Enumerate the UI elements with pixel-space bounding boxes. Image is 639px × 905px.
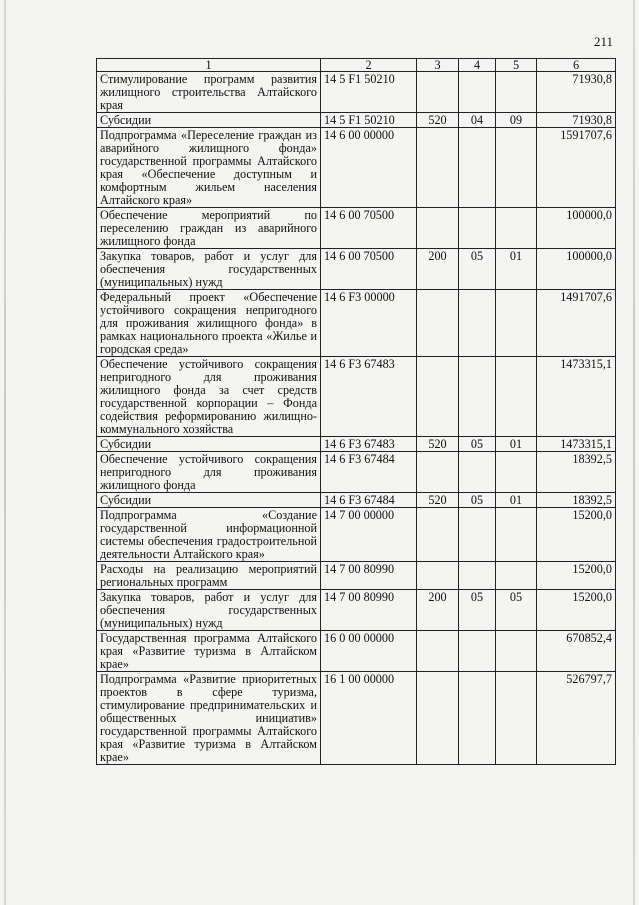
row-sum-cell: 15200,0 — [537, 562, 616, 590]
scan-edge-left — [4, 0, 6, 905]
row-rz-cell — [459, 672, 496, 765]
row-name-cell: Подпрограмма «Развитие приоритетных проектов в сфере туризма, стимулирование предпринимательских и общественных инициатив» государственной программы Алтайского края «Развитие туризма в Алтайском крае» — [97, 672, 321, 765]
row-pr-cell: 01 — [496, 437, 537, 452]
row-pr-cell — [496, 631, 537, 672]
row-pr-cell: 05 — [496, 590, 537, 631]
row-name-cell: Подпрограмма «Создание государственной информационной системы обеспечения градостроительной деятельности Алтайского края» — [97, 508, 321, 562]
row-rz-cell — [459, 208, 496, 249]
table-row — [97, 208, 616, 249]
row-rz-cell — [459, 357, 496, 437]
table-row — [97, 290, 616, 357]
row-vr-cell: 520 — [417, 493, 459, 508]
column-header: 4 — [459, 59, 496, 72]
row-rz-cell: 05 — [459, 590, 496, 631]
row-code-cell: 14 6 00 70500 — [321, 208, 417, 249]
row-code-cell: 14 6 F3 00000 — [321, 290, 417, 357]
table-row — [97, 672, 616, 765]
row-code-cell: 14 7 00 80990 — [321, 590, 417, 631]
row-pr-cell — [496, 508, 537, 562]
row-vr-cell: 200 — [417, 590, 459, 631]
row-rz-cell — [459, 508, 496, 562]
row-sum-cell: 670852,4 — [537, 631, 616, 672]
row-sum-cell: 18392,5 — [537, 493, 616, 508]
row-vr-cell — [417, 290, 459, 357]
row-sum-cell: 15200,0 — [537, 590, 616, 631]
row-pr-cell: 01 — [496, 493, 537, 508]
row-name-cell: Субсидии — [97, 437, 321, 452]
table-row — [97, 493, 616, 508]
row-vr-cell: 520 — [417, 113, 459, 128]
row-code-cell: 14 5 F1 50210 — [321, 72, 417, 113]
row-name-cell: Субсидии — [97, 493, 321, 508]
row-rz-cell — [459, 631, 496, 672]
row-name-cell: Закупка товаров, работ и услуг для обеспечения государственных (муниципальных) нужд — [97, 249, 321, 290]
row-pr-cell: 01 — [496, 249, 537, 290]
row-pr-cell — [496, 290, 537, 357]
row-code-cell: 14 7 00 80990 — [321, 562, 417, 590]
column-header: 2 — [321, 59, 417, 72]
row-rz-cell: 05 — [459, 437, 496, 452]
budget-table — [96, 58, 616, 765]
row-sum-cell: 1473315,1 — [537, 437, 616, 452]
table-row — [97, 357, 616, 437]
row-vr-cell — [417, 357, 459, 437]
row-sum-cell: 71930,8 — [537, 113, 616, 128]
row-code-cell: 14 6 F3 67484 — [321, 452, 417, 493]
row-vr-cell: 520 — [417, 437, 459, 452]
row-pr-cell: 09 — [496, 113, 537, 128]
row-name-cell: Закупка товаров, работ и услуг для обеспечения государственных (муниципальных) нужд — [97, 590, 321, 631]
row-sum-cell: 100000,0 — [537, 208, 616, 249]
table-row — [97, 437, 616, 452]
table-row — [97, 72, 616, 113]
table-row — [97, 562, 616, 590]
row-vr-cell — [417, 562, 459, 590]
row-rz-cell — [459, 128, 496, 208]
row-pr-cell — [496, 357, 537, 437]
column-header: 6 — [537, 59, 616, 72]
row-pr-cell — [496, 562, 537, 590]
table-row — [97, 508, 616, 562]
scan-edge-right — [633, 0, 635, 905]
row-pr-cell — [496, 72, 537, 113]
row-name-cell: Государственная программа Алтайского края «Развитие туризма в Алтайском крае» — [97, 631, 321, 672]
row-vr-cell — [417, 128, 459, 208]
row-pr-cell — [496, 208, 537, 249]
row-code-cell: 16 0 00 00000 — [321, 631, 417, 672]
row-pr-cell — [496, 452, 537, 493]
row-pr-cell — [496, 672, 537, 765]
row-name-cell: Обеспечение мероприятий по переселению граждан из аварийного жилищного фонда — [97, 208, 321, 249]
table-header-row — [97, 59, 616, 72]
row-name-cell: Стимулирование программ развития жилищного строительства Алтайского края — [97, 72, 321, 113]
page-number: 211 — [593, 34, 613, 49]
row-code-cell: 14 5 F1 50210 — [321, 113, 417, 128]
row-name-cell: Расходы на реализацию мероприятий региональных программ — [97, 562, 321, 590]
row-code-cell: 14 6 F3 67483 — [321, 437, 417, 452]
row-sum-cell: 18392,5 — [537, 452, 616, 493]
table-row — [97, 113, 616, 128]
row-rz-cell — [459, 290, 496, 357]
row-vr-cell: 200 — [417, 249, 459, 290]
table-row — [97, 128, 616, 208]
row-name-cell: Субсидии — [97, 113, 321, 128]
table-row — [97, 631, 616, 672]
table-row — [97, 590, 616, 631]
row-vr-cell — [417, 452, 459, 493]
row-code-cell: 16 1 00 00000 — [321, 672, 417, 765]
budget-table-container — [96, 58, 616, 765]
table-row — [97, 249, 616, 290]
row-code-cell: 14 6 00 70500 — [321, 249, 417, 290]
row-name-cell: Федеральный проект «Обеспечение устойчивого сокращения непригодного для проживания жилищного фонда» в рамках национального проекта «Жилье и городская среда» — [97, 290, 321, 357]
column-header: 1 — [97, 59, 321, 72]
row-sum-cell: 1473315,1 — [537, 357, 616, 437]
row-sum-cell: 1591707,6 — [537, 128, 616, 208]
row-pr-cell — [496, 128, 537, 208]
row-rz-cell — [459, 72, 496, 113]
row-vr-cell — [417, 672, 459, 765]
row-vr-cell — [417, 72, 459, 113]
row-rz-cell: 05 — [459, 249, 496, 290]
row-sum-cell: 1491707,6 — [537, 290, 616, 357]
row-sum-cell: 15200,0 — [537, 508, 616, 562]
row-name-cell: Подпрограмма «Переселение граждан из аварийного жилищного фонда» государственной программы Алтайского края «Обеспечение доступным и комфортным жильем населения Алтайского края» — [97, 128, 321, 208]
row-code-cell: 14 6 F3 67483 — [321, 357, 417, 437]
row-sum-cell: 526797,7 — [537, 672, 616, 765]
row-vr-cell — [417, 631, 459, 672]
row-code-cell: 14 6 F3 67484 — [321, 493, 417, 508]
row-vr-cell — [417, 508, 459, 562]
row-rz-cell: 05 — [459, 493, 496, 508]
row-name-cell: Обеспечение устойчивого сокращения непригодного для проживания жилищного фонда — [97, 452, 321, 493]
table-row — [97, 452, 616, 493]
column-header: 5 — [496, 59, 537, 72]
row-rz-cell — [459, 562, 496, 590]
row-code-cell: 14 6 00 00000 — [321, 128, 417, 208]
row-sum-cell: 71930,8 — [537, 72, 616, 113]
row-vr-cell — [417, 208, 459, 249]
row-name-cell: Обеспечение устойчивого сокращения непригодного для проживания жилищного фонда за счет средств государственной корпорации – Фонда содействия реформированию жилищно-коммунального хозяйства — [97, 357, 321, 437]
row-rz-cell: 04 — [459, 113, 496, 128]
row-code-cell: 14 7 00 00000 — [321, 508, 417, 562]
row-sum-cell: 100000,0 — [537, 249, 616, 290]
column-header: 3 — [417, 59, 459, 72]
row-rz-cell — [459, 452, 496, 493]
